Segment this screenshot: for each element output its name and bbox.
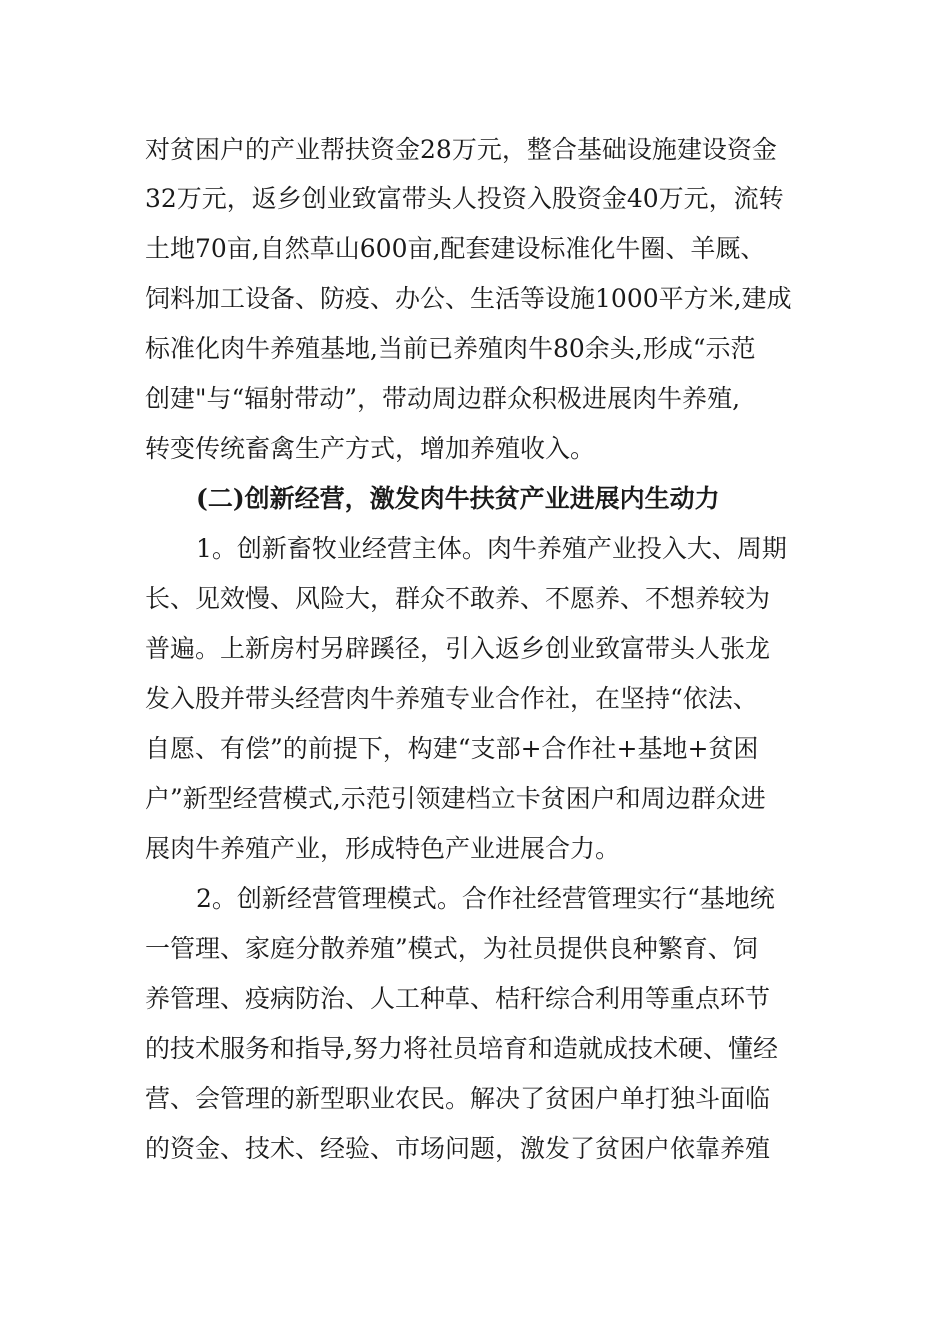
body-text-line: 转变传统畜禽生产方式，增加养殖收入。 — [145, 434, 596, 463]
body-text-line: 户”新型经营模式,示范引领建档立卡贫困户和周边群众进 — [145, 784, 766, 813]
body-text-line: 的技术服务和指导,努力将社员培育和造就成技术硬、懂经 — [145, 1034, 778, 1063]
body-text-line: 标准化肉牛养殖基地,当前已养殖肉牛80余头,形成“示范 — [145, 334, 756, 363]
body-text-line: 的资金、技术、经验、市场问题，激发了贫困户依靠养殖 — [145, 1134, 771, 1163]
body-text-line: 养管理、疫病防治、人工种草、桔秆综合利用等重点环节 — [145, 984, 771, 1013]
body-text-line: 发入股并带头经营肉牛养殖专业合作社，在坚持“依法、 — [145, 684, 758, 713]
body-text-line: 饲料加工设备、防疫、办公、生活等设施1000平方米,建成 — [145, 284, 792, 313]
body-text-line: 普遍。上新房村另辟蹊径，引入返乡创业致富带头人张龙 — [145, 634, 771, 663]
paragraph-first-line: 1。创新畜牧业经营主体。肉牛养殖产业投入大、周期 — [196, 534, 787, 563]
paragraph-first-line: 2。创新经营管理模式。合作社经营管理实行“基地统 — [196, 884, 775, 913]
body-text-line: 营、会管理的新型职业农民。解决了贫困户单打独斗面临 — [145, 1084, 771, 1113]
body-text-line: 一管理、家庭分散养殖”模式，为社员提供良种繁育、饲 — [145, 934, 758, 963]
body-text-line: 土地70亩,自然草山600亩,配套建设标准化牛圈、羊厩、 — [145, 234, 766, 263]
body-text-line: 自愿、有偿”的前提下，构建“支部+合作社+基地+贫困 — [145, 734, 759, 763]
body-text-line: 长、见效慢、风险大，群众不敢养、不愿养、不想养较为 — [145, 584, 771, 613]
body-text-line: 展肉牛养殖产业，形成特色产业进展合力。 — [145, 834, 621, 863]
section-heading: (二)创新经营，激发肉牛扶贫产业进展内生动力 — [196, 484, 720, 513]
body-text-line: 32万元，返乡创业致富带头人投资入股资金40万元，流转 — [145, 184, 784, 213]
body-text-line: 创建"与“辐射带动”，带动周边群众积极进展肉牛养殖, — [145, 384, 741, 413]
body-text-line: 对贫困户的产业帮扶资金28万元，整合基础设施建设资金 — [145, 135, 777, 164]
